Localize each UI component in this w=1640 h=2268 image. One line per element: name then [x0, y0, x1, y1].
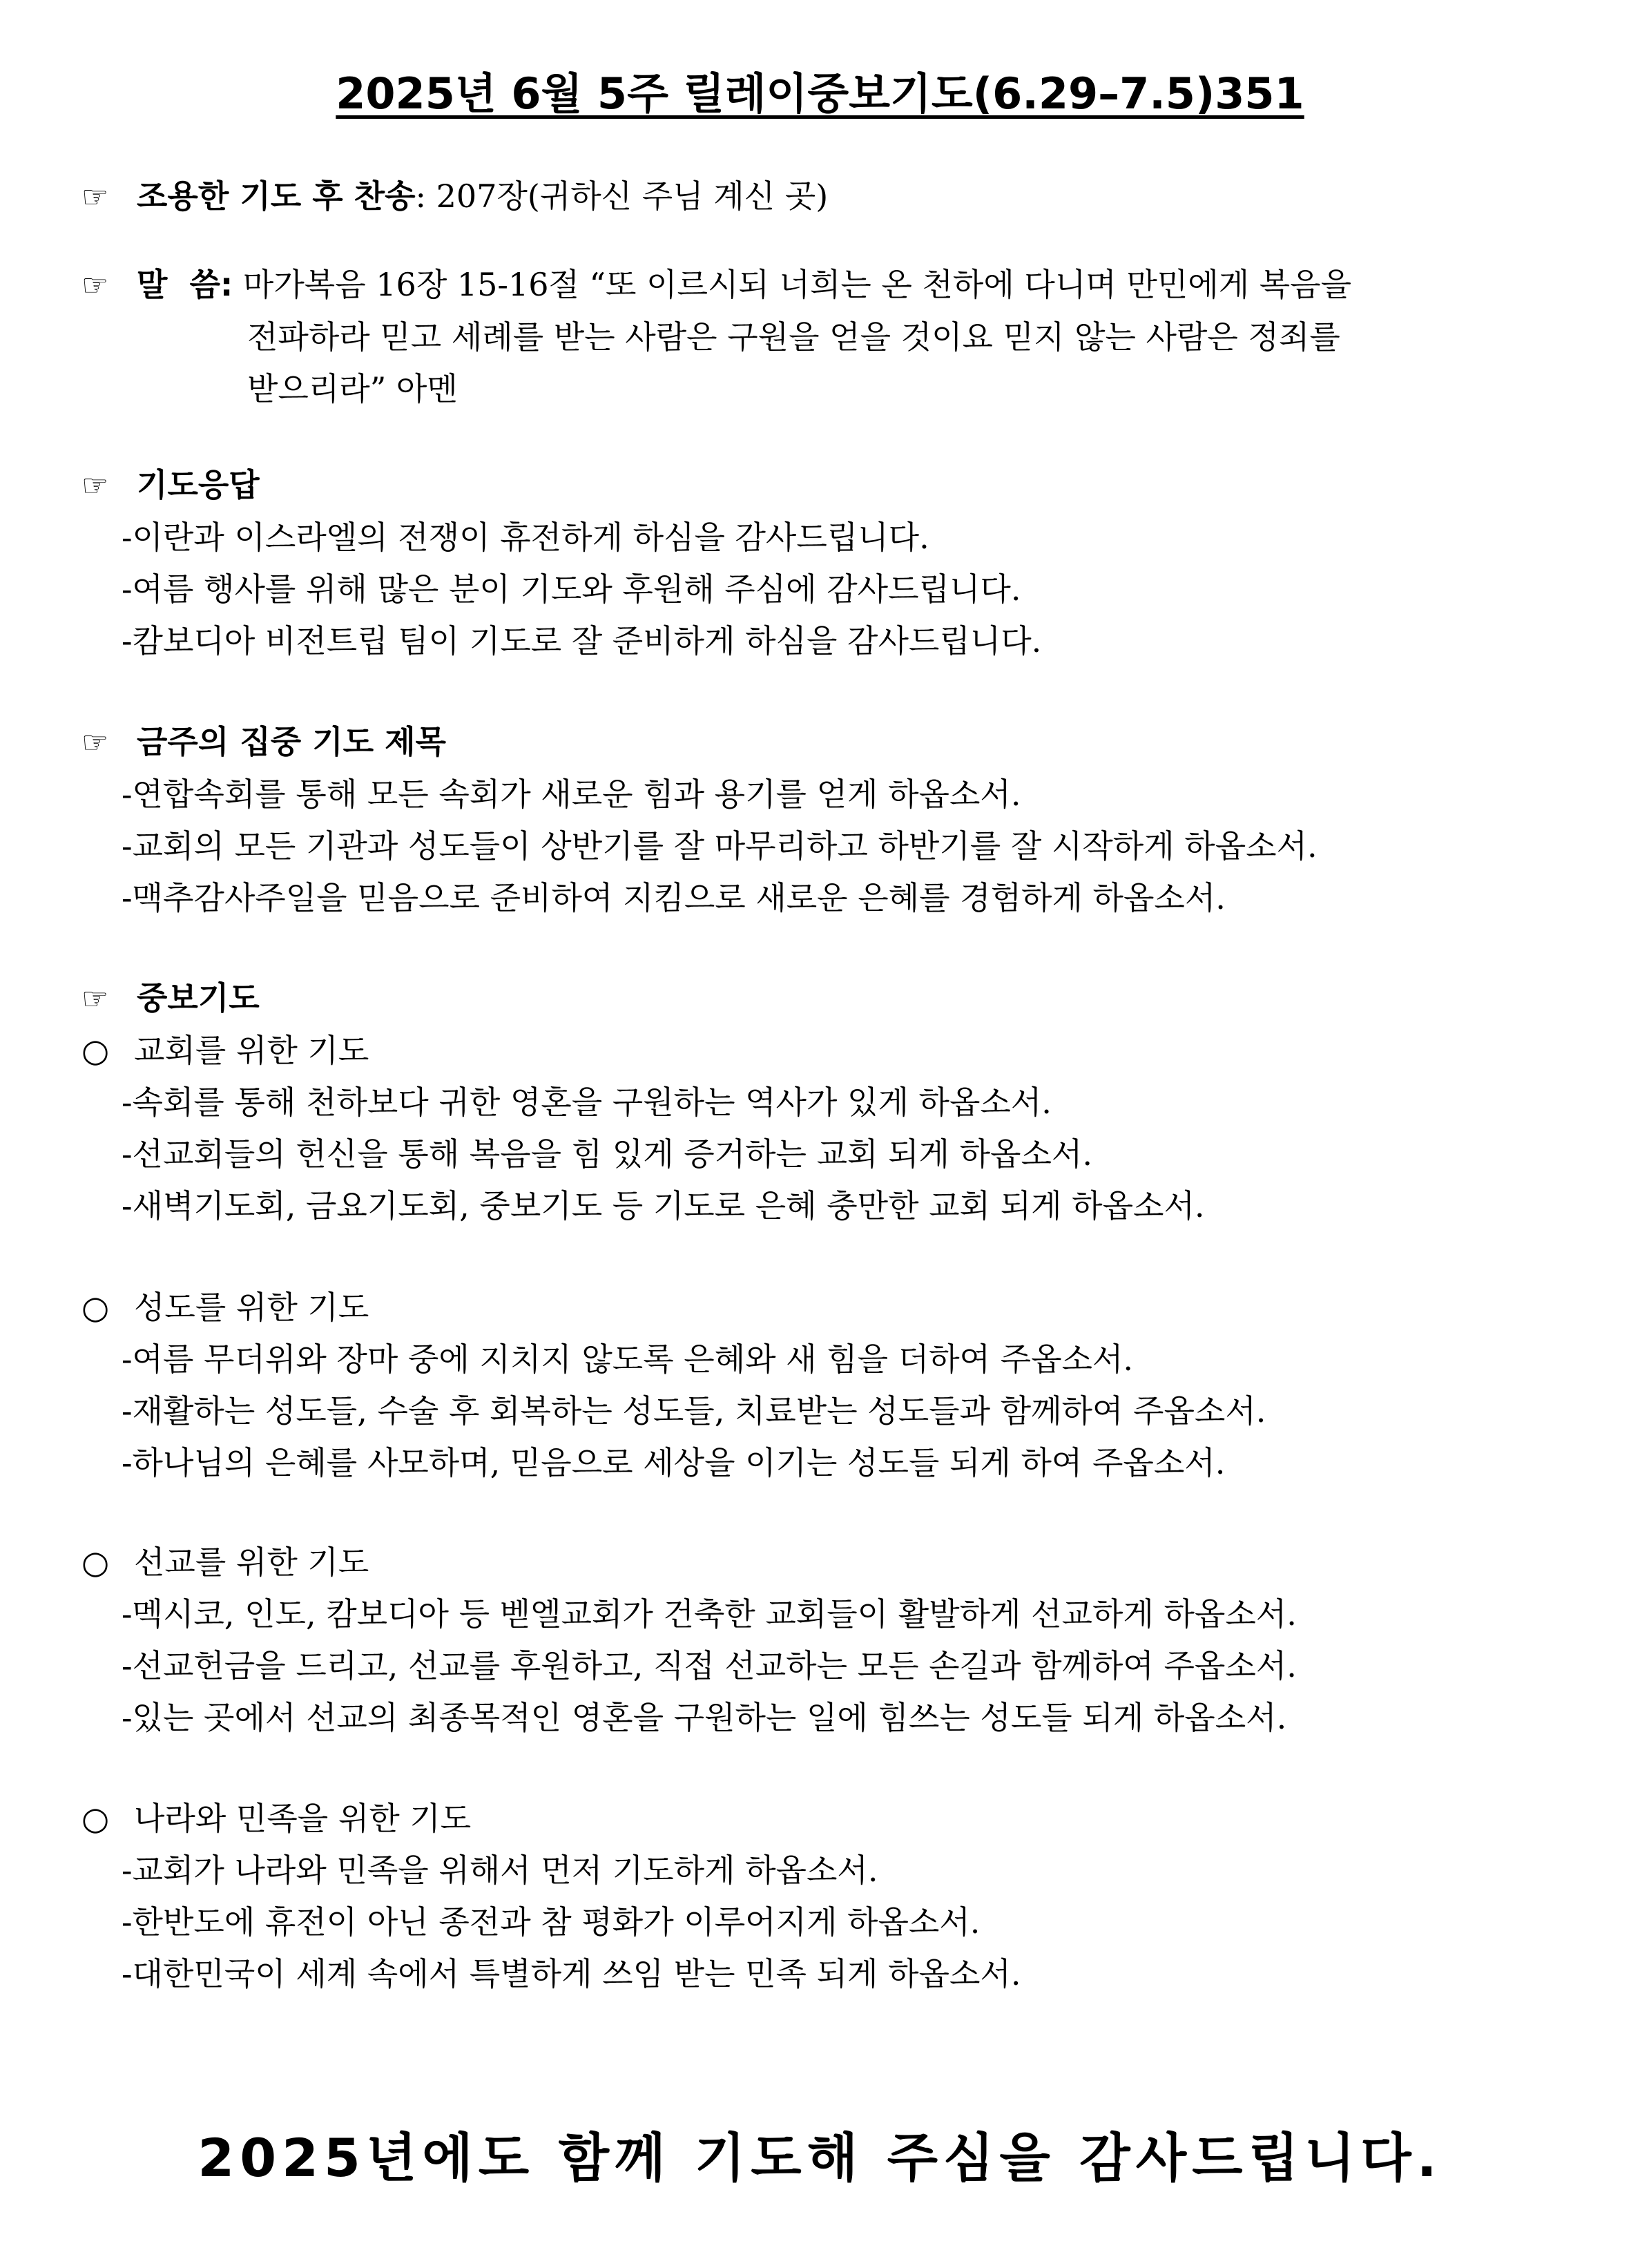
- scripture-label: 말 씀:: [137, 266, 233, 303]
- list-item: -한반도에 휴전이 아닌 종전과 참 평화가 이루어지게 하옵소서.: [122, 1903, 981, 1941]
- circle-bullet-icon: ○: [81, 1032, 110, 1069]
- list-item: -있는 곳에서 선교의 최종목적인 영혼을 구원하는 일에 힘쓰는 성도들 되게 하옵소서.: [122, 1699, 1287, 1736]
- pointing-hand-icon: ☞: [81, 725, 109, 760]
- list-item: -대한민국이 세계 속에서 특별하게 쓰임 받는 민족 되게 하옵소서.: [122, 1955, 1021, 1992]
- hymn-line: [81, 171, 1573, 223]
- list-item: -맥추감사주일을 믿음으로 준비하여 지킴으로 새로운 은혜를 경험하게 하옵소서.: [122, 879, 1226, 916]
- intercession-label: 중보기도: [137, 979, 260, 1017]
- pointing-hand-icon: ☞: [81, 180, 109, 215]
- hymn-text: : 207장(귀하신 주님 계신 곳): [415, 177, 829, 215]
- list-item: -교회가 나라와 민족을 위해서 먼저 기도하게 하옵소서.: [122, 1852, 878, 1889]
- church-prayer-heading: ○ 교회를 위한 기도: [81, 1025, 1573, 1077]
- list-item: -여름 무더위와 장마 중에 지치지 않도록 은혜와 새 힘을 더하여 주옵소서.: [122, 1340, 1134, 1378]
- answers-heading: [81, 459, 1573, 512]
- answers-section: [81, 459, 1573, 667]
- pointing-hand-icon: ☞: [81, 268, 109, 303]
- nation-prayer-section: [81, 1793, 1573, 2000]
- list-item: -속회를 통해 천하보다 귀한 영혼을 구원하는 역사가 있게 하옵소서.: [122, 1084, 1052, 1121]
- pointing-hand-icon: ☞: [81, 981, 109, 1017]
- saints-prayer-section: [81, 1282, 1573, 1489]
- circle-bullet-icon: ○: [81, 1800, 110, 1837]
- nation-prayer-heading: ○ 나라와 민족을 위한 기도: [81, 1793, 1573, 1845]
- list-item: -캄보디아 비전트립 팀이 기도로 잘 준비하게 하심을 감사드립니다.: [122, 622, 1042, 660]
- saints-prayer-heading: ○ 성도를 위한 기도: [81, 1282, 1573, 1334]
- list-item: -교회의 모든 기관과 성도들이 상반기를 잘 마무리하고 하반기를 잘 시작하게 하옵소서.: [122, 827, 1318, 865]
- list-item: -재활하는 성도들, 수술 후 회복하는 성도들, 치료받는 성도들과 함께하여 주옵소서.: [122, 1392, 1266, 1430]
- list-item: -멕시코, 인도, 캄보디아 등 벧엘교회가 건축한 교회들이 활발하게 선교하게 하옵소서.: [122, 1595, 1297, 1633]
- list-item: -연합속회를 통해 모든 속회가 새로운 힘과 용기를 얻게 하옵소서.: [122, 776, 1021, 813]
- mission-prayer-heading: ○ 선교를 위한 기도: [81, 1537, 1573, 1588]
- scripture-line-2: 전파하라 믿고 세례를 받는 사람은 구원을 얻을 것이요 믿지 않는 사람은 정죄를: [247, 318, 1340, 356]
- page-title: 2025년 6월 5주 릴레이중보기도(6.29–7.5)351: [336, 68, 1304, 119]
- scripture-line-3: 받으리라” 아멘: [247, 370, 458, 407]
- circle-bullet-icon: ○: [81, 1544, 110, 1581]
- circle-bullet-icon: ○: [81, 1289, 110, 1326]
- focus-label: 금주의 집중 기도 제목: [137, 723, 446, 760]
- list-item: -여름 행사를 위해 많은 분이 기도와 후원해 주심에 감사드립니다.: [122, 570, 1021, 608]
- intercession-section: [81, 972, 1573, 1232]
- list-item: -선교회들의 헌신을 통해 복음을 힘 있게 증거하는 교회 되게 하옵소서.: [122, 1135, 1092, 1173]
- list-item: -선교헌금을 드리고, 선교를 후원하고, 직접 선교하는 모든 손길과 함께하여 주옵소서.: [122, 1647, 1297, 1684]
- answers-label: 기도응답: [137, 466, 260, 503]
- intercession-heading: [81, 972, 1573, 1025]
- scripture-section: [81, 259, 1573, 415]
- list-item: -새벽기도회, 금요기도회, 중보기도 등 기도로 은혜 충만한 교회 되게 하옵소서.: [122, 1187, 1205, 1224]
- scripture-line-1: [81, 259, 1573, 311]
- mission-prayer-section: [81, 1537, 1573, 1744]
- hymn-label: 조용한 기도 후 찬송: [137, 177, 416, 215]
- scripture-text: 마가복음 16장 15-16절 “또 이르시되 너희는 온 천하에 다니며 만민에게 복음을: [233, 266, 1352, 303]
- list-item: -하나님의 은혜를 사모하며, 믿음으로 세상을 이기는 성도들 되게 하여 주옵소서.: [122, 1444, 1226, 1481]
- list-item: -이란과 이스라엘의 전쟁이 휴전하게 하심을 감사드립니다.: [122, 519, 929, 556]
- closing-message: 2025년에도 함께 기도해 주심을 감사드립니다.: [197, 2127, 1443, 2189]
- focus-heading: [81, 716, 1573, 769]
- pointing-hand-icon: ☞: [81, 468, 109, 503]
- focus-section: [81, 716, 1573, 924]
